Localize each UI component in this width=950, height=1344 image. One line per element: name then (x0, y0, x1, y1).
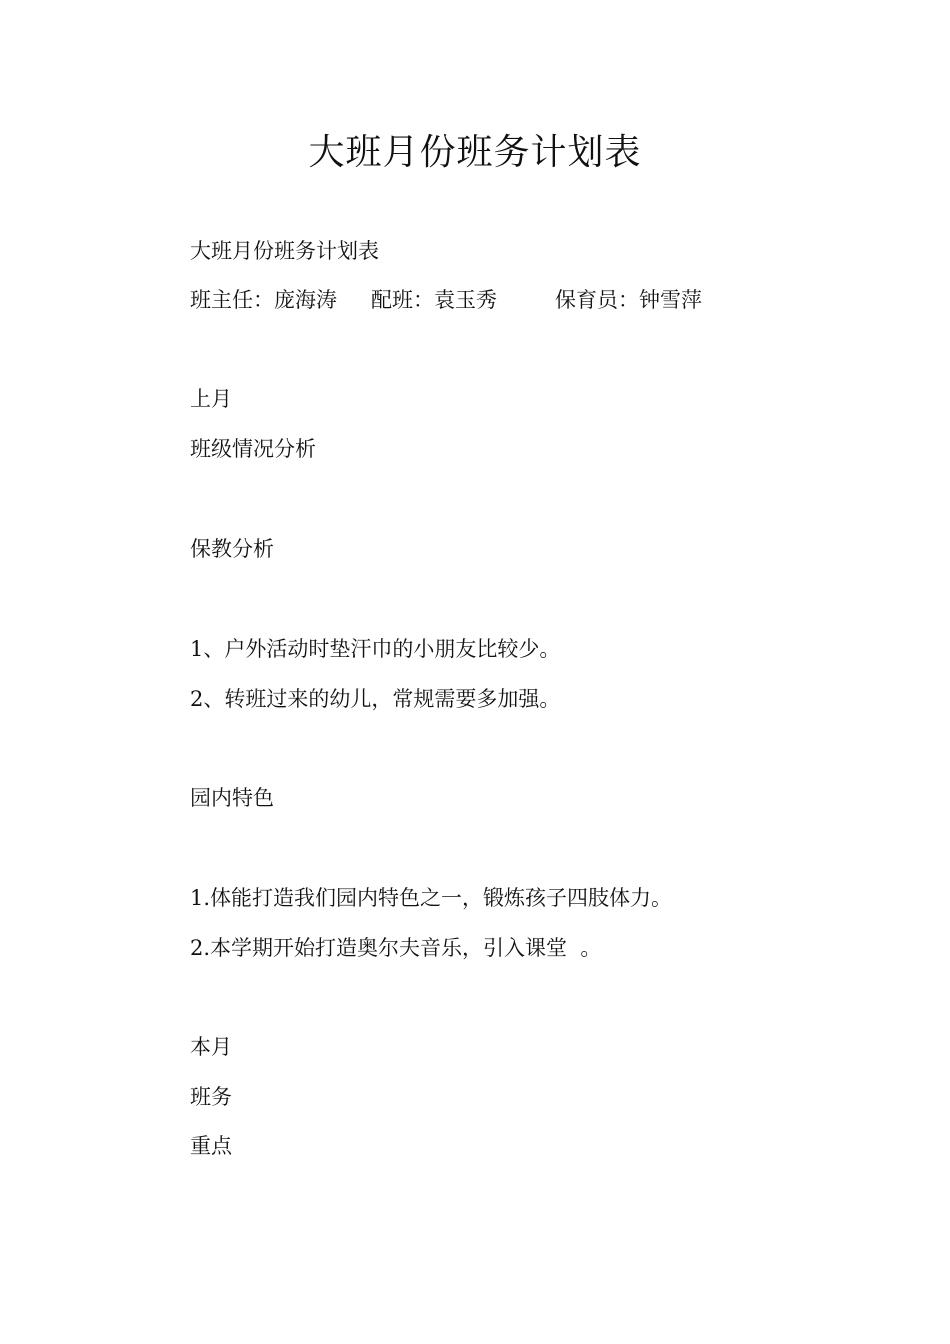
document-title: 大班月份班务计划表 (308, 132, 642, 173)
care-item: 2、转班过来的幼儿，常规需要多加强。 (190, 687, 561, 711)
caregiver: 保育员：钟雪萍 (555, 288, 702, 312)
features-label: 园内特色 (190, 786, 274, 810)
document-subtitle: 大班月份班务计划表 (190, 239, 379, 263)
class-analysis-label: 班级情况分析 (190, 437, 316, 461)
class-affairs-label: 班务 (190, 1085, 232, 1109)
care-education-label: 保教分析 (190, 537, 274, 561)
feature-item: 1.体能打造我们园内特色之一，锻炼孩子四肢体力。 (190, 886, 673, 910)
head-teacher: 班主任：庞海涛 (190, 288, 337, 312)
staff-line (190, 285, 702, 315)
feature-item: 2.本学期开始打造奥尔夫音乐，引入课堂 。 (190, 936, 602, 960)
last-month-label: 上月 (190, 387, 232, 411)
key-points-label: 重点 (190, 1134, 232, 1158)
this-month-label: 本月 (190, 1035, 232, 1059)
assistant-teacher: 配班：袁玉秀 (371, 288, 497, 312)
care-item: 1、户外活动时垫汗巾的小朋友比较少。 (190, 637, 561, 661)
